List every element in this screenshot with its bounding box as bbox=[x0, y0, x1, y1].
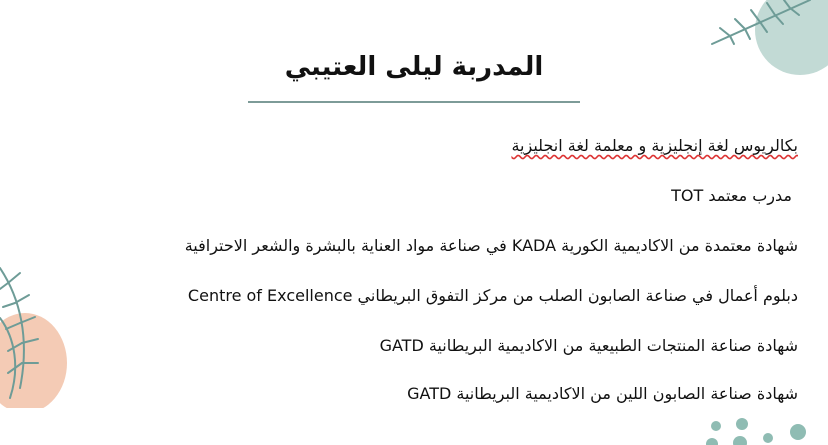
page-title: المدربة ليلى العتيبي bbox=[284, 52, 544, 82]
leaf-branch-left-icon bbox=[0, 258, 80, 408]
qualification-line-3: شهادة معتمدة من الاكاديمية الكورية KADA في صناعة مواد العناية بالبشرة والشعر الاحترافية bbox=[184, 236, 798, 255]
leaf-branch-top-right-icon bbox=[700, 0, 828, 90]
qualification-line-1 bbox=[511, 136, 798, 155]
qualification-line-6: شهادة صناعة الصابون اللين من الاكاديمية البريطانية GATD bbox=[407, 384, 798, 403]
title-underline bbox=[248, 101, 580, 103]
dots-bottom-right-icon bbox=[698, 410, 828, 445]
qualification-text: بكالريوس لغة إنجليزية و معلمة لغة انجليزية bbox=[511, 136, 798, 155]
qualification-line-5: شهادة صناعة المنتجات الطبيعية من الاكاديمية البريطانية GATD bbox=[379, 336, 798, 355]
qualification-line-4: دبلوم أعمال في صناعة الصابون الصلب من مركز التفوق البريطاني Centre of Excellence bbox=[187, 286, 798, 305]
qualification-line-2: مدرب معتمد TOT bbox=[671, 186, 792, 205]
